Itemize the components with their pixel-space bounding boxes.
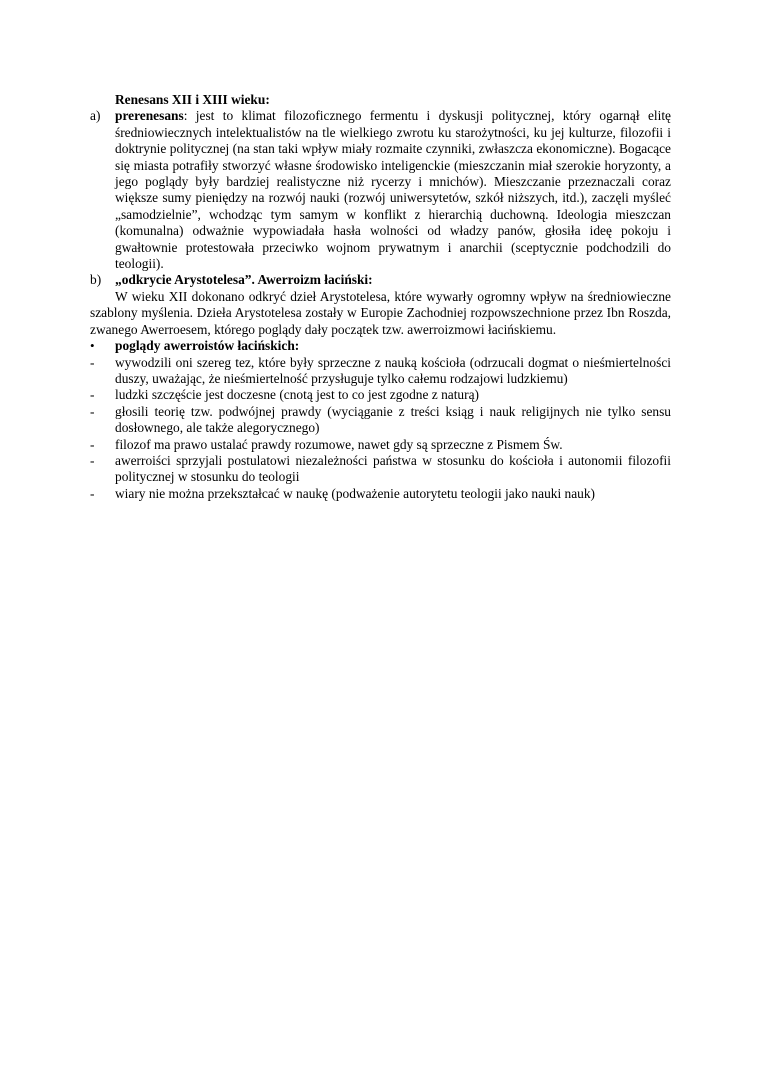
list-item [90,486,671,502]
item-b-heading-colon: : [368,272,373,288]
dash-marker: - [90,452,95,468]
list-item-text: głosili teorię tzw. podwójnej prawdy (wyciąganie z treści ksiąg i nauk religijnych nie tylko sensu dosłownego, ale także alegorycznego) [115,403,671,436]
item-a-term: prerenesans [115,108,184,124]
list-item [90,355,671,388]
item-a-text: : jest to klimat filozoficznego fermentu i dyskusji politycznej, który ogarnął elitę średniowiecznych intelektualistów na tle wielkiego zwrotu ku starożytności, ku jej kulturze, filozofii i doktrynie politycznej (na stan taki wpływ miały rozmaite czynniki, zwłaszcza ekonomiczne). Bogacące się miasta potrafiły stworzyć własne środowisko inteligenckie (mieszczanin miał szerokie horyzonty, a jego poglądy były bardziej realistyczne niż rycerzy i mnichów). Mieszczanie przeznaczali coraz większe sumy pieniędzy na rozwój nauki (rozwój uniwersytetów, szkół niższych, itd.), zaczęli myśleć „samodzielnie”, wchodząc tym samym w konflikt z hierarchią duchowną. Ideologia mieszczan (komunalna) odważnie wypowiadała hasła wolności od władzy panów, głosiła ideę pokoju i gwałtownie protestowała przeciwko wojnom prywatnym i anarchii (sceptycznie podchodzili do teologii). [115,108,671,272]
list-item-text: ludzki szczęście jest doczesne (cnotą jest to co jest zgodne z naturą) [115,387,479,403]
list-item [90,404,671,437]
list-item [90,453,671,486]
list-item [90,387,671,403]
dash-marker: - [90,354,95,370]
section-title-text: Renesans XII i XIII wieku [115,92,266,107]
list-item-text: awerroiści sprzyjali postulatowi niezależności państwa w stosunku do kościoła i autonomii filozofii politycznej w stosunku do teologii [115,452,671,485]
item-b [90,272,671,288]
dash-marker: - [90,436,95,452]
bullet-marker: • [90,338,95,354]
bullet-item [90,338,671,354]
section-title [115,92,671,108]
dash-marker: - [90,403,95,419]
dash-marker: - [90,485,95,501]
list-item-text: filozof ma prawo ustalać prawdy rozumowe, nawet gdy są sprzeczne z Pismem Św. [115,436,563,452]
list-item-text: wiary nie można przekształcać w naukę (podważenie autorytetu teologii jako nauki nauk) [115,485,596,501]
bullet-heading-colon: : [294,338,300,354]
section-title-colon: : [265,92,270,107]
document-content [90,92,671,502]
dash-marker: - [90,387,95,403]
item-b-marker: b) [90,272,102,288]
list-item-text: wywodzili oni szereg tez, które były sprzeczne z nauką kościoła (odrzucali dogmat o nieśmiertelności duszy, uważając, że nieśmiertelność przysługuje tylko całemu rodzajowi ludzkiemu) [115,354,671,386]
item-b-heading: „odkrycie Arystotelesa”. Awerroizm łaciński [115,272,369,288]
list-item [90,437,671,453]
item-a-marker: a) [90,108,101,124]
item-a [90,108,671,272]
aristotle-paragraph: W wieku XII dokonano odkryć dzieł Arystotelesa, które wywarły ogromny wpływ na średniowieczne szablony myślenia. Dzieła Arystotelesa zostały w Europie Zachodniej rozpowszechnione przez Ibn Roszda, zwanego Awerroesem, którego poglądy dały początek tzw. awerroizmowi łacińskiemu. [90,288,671,337]
bullet-heading: poglądy awerroistów łacińskich [115,338,295,354]
